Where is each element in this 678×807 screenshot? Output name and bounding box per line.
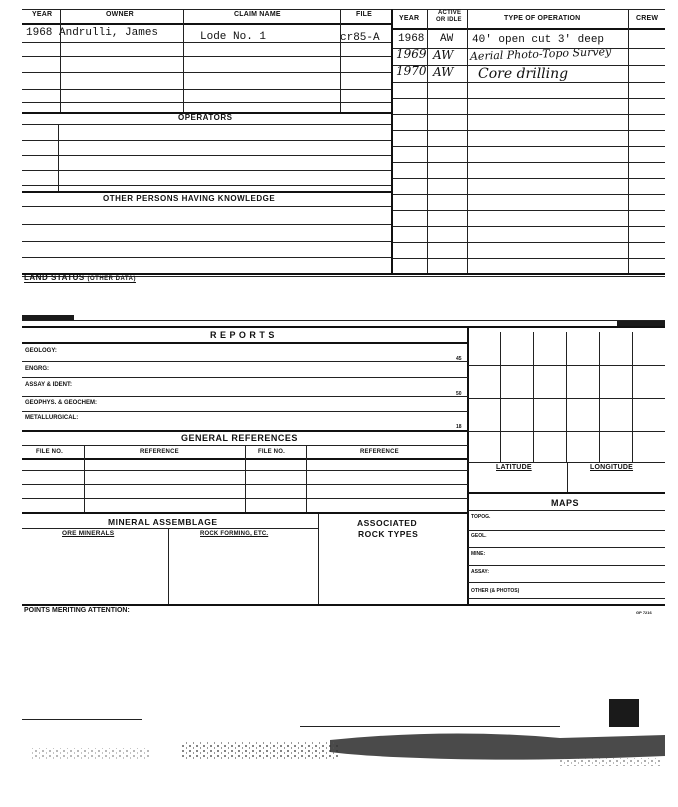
mineral-assemblage-title: MINERAL ASSEMBLAGE [108, 517, 218, 527]
op-year-1968: 1968 [398, 33, 425, 45]
op-year-1969: 1969 [396, 47, 427, 61]
header-year-right: YEAR [399, 15, 420, 22]
header-owner: OWNER [106, 11, 134, 18]
report-geology-num: 45 [456, 356, 462, 362]
report-metallurgical: METALLURGICAL: [25, 415, 79, 421]
op-status-1970: AW [433, 65, 454, 79]
header-crew: CREW [636, 15, 659, 22]
header-or-idle: OR IDLE [436, 17, 462, 23]
associated-rock-types-line2: ROCK TYPES [358, 529, 419, 539]
report-assay-num: 50 [456, 391, 462, 397]
points-meriting-attention: POINTS MERITING ATTENTION: [24, 607, 130, 614]
other-persons-title: OTHER PERSONS HAVING KNOWLEDGE [103, 194, 276, 203]
ref-reference-2: REFERENCE [360, 449, 399, 455]
op-year-1970: 1970 [396, 64, 427, 78]
header-claim-name: CLAIM NAME [234, 11, 281, 18]
scan-black-square [609, 699, 639, 727]
op-type-1968: 40' open cut 3' deep [472, 34, 605, 46]
ore-minerals-label: ORE MINERALS [62, 530, 115, 537]
longitude-label: LONGITUDE [590, 464, 634, 471]
ref-file-no-2: FILE NO. [258, 449, 285, 455]
form-number: GP 7216 [636, 610, 652, 615]
rock-forming-label: ROCK FORMING, ETC. [200, 531, 269, 537]
land-status-label [24, 273, 136, 283]
map-other: OTHER (& PHOTOS) [471, 588, 520, 594]
report-assay: ASSAY & IDENT: [25, 382, 73, 388]
header-type-of-operation: TYPE OF OPERATION [504, 15, 581, 22]
reports-title: R E P O R T S [210, 330, 275, 340]
map-topog: TOPOG. [471, 514, 491, 520]
ref-reference-1: REFERENCE [140, 449, 179, 455]
land-status-text: LAND STATUS [24, 273, 85, 282]
land-status-sub: (OTHER DATA) [87, 276, 136, 282]
op-type-1970: Core drilling [478, 66, 569, 82]
header-file: FILE [356, 11, 372, 18]
op-status-1968: AW [440, 33, 454, 45]
report-geophys: GEOPHYS. & GEOCHEM: [25, 400, 98, 406]
report-engrg: ENGRG: [25, 366, 49, 372]
general-references-title: GENERAL REFERENCES [181, 433, 298, 443]
file-entry: cr85-A [340, 32, 380, 44]
operators-title: OPERATORS [178, 113, 233, 122]
latitude-label: LATITUDE [496, 464, 532, 471]
map-mine: MINE: [471, 551, 486, 557]
ref-file-no-1: FILE NO. [36, 449, 63, 455]
op-status-1969: AW [433, 48, 454, 62]
map-assay: ASSAY: [471, 569, 490, 575]
map-geol: GEOL. [471, 533, 487, 539]
owner-entry: 1968 Andrulli, James [26, 27, 159, 39]
associated-rock-types-line1: ASSOCIATED [357, 518, 418, 528]
header-year: YEAR [32, 11, 53, 18]
report-metallurgical-num: 18 [456, 424, 462, 430]
maps-title: MAPS [551, 498, 580, 508]
header-active: ACTIVE [438, 10, 462, 16]
claim-entry: Lode No. 1 [200, 31, 267, 43]
op-type-1969: Aerial Photo-Topo Survey [469, 45, 612, 63]
report-geology: GEOLOGY: [25, 348, 57, 354]
